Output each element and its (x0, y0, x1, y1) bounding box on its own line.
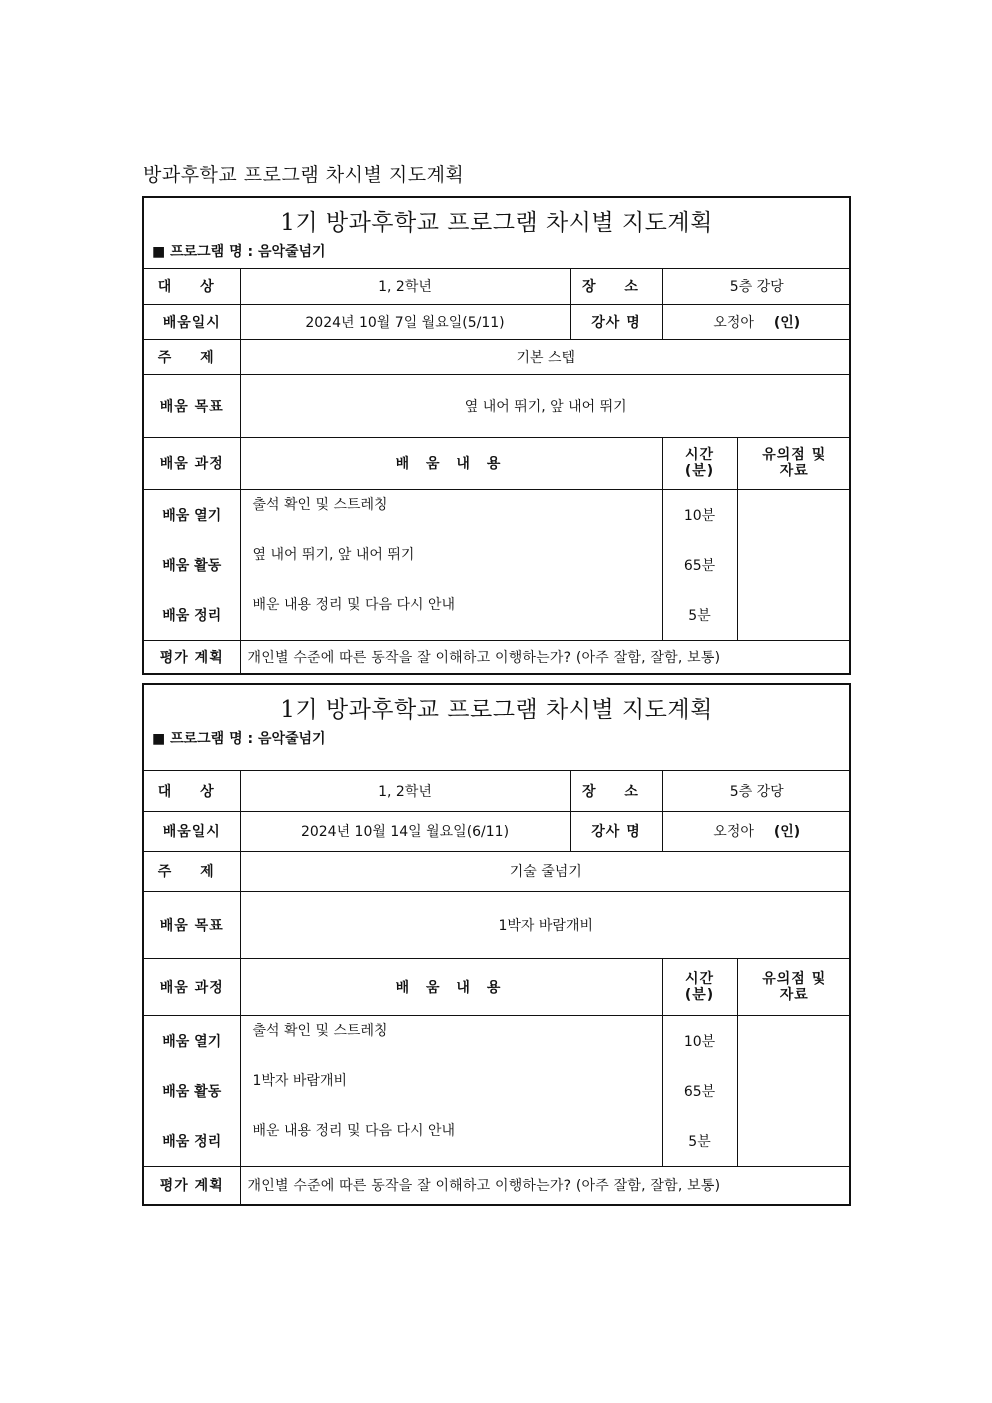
label-goal: 배움 목표 (144, 891, 240, 958)
label-place: 장 소 (570, 269, 662, 304)
row-process-steps (144, 1015, 851, 1166)
row-goal (144, 891, 851, 958)
plan-table (144, 269, 851, 673)
row-topic (144, 851, 851, 891)
step-content: 1박자 바람개비 (252, 1072, 348, 1089)
label-topic: 주 제 (144, 851, 240, 891)
lesson-plan-1 (142, 196, 851, 675)
label-content: 배 움 내 용 (240, 958, 662, 1015)
value-target: 1, 2학년 (240, 269, 570, 304)
step-time: 5분 (688, 607, 711, 624)
row-eval (144, 1166, 851, 1204)
step-stage: 배움 활동 (162, 557, 222, 574)
row-goal (144, 374, 851, 437)
value-topic: 기본 스텝 (240, 339, 851, 374)
label-eval: 평가 계획 (144, 1166, 240, 1204)
label-time: 시간 (분) (662, 437, 737, 489)
row-process-header (144, 958, 851, 1015)
row-eval (144, 640, 851, 673)
seal-mark: (인) (773, 824, 801, 840)
label-place: 장 소 (570, 771, 662, 811)
label-process: 배움 과정 (144, 958, 240, 1015)
label-target: 대 상 (144, 771, 240, 811)
step-times (662, 489, 737, 640)
label-teacher: 강사 명 (570, 811, 662, 851)
step-contents (240, 489, 662, 640)
step-contents (240, 1015, 662, 1166)
row-date (144, 304, 851, 339)
step-stage: 배움 열기 (162, 1033, 222, 1050)
step-content: 출석 확인 및 스트레칭 (252, 496, 388, 513)
value-teacher: 오정아 (인) (662, 811, 851, 851)
row-target (144, 269, 851, 304)
step-stages (144, 489, 240, 640)
page-heading: 방과후학교 프로그램 차시별 지도계획 (143, 164, 465, 186)
step-notes (737, 1015, 851, 1166)
step-stages (144, 1015, 240, 1166)
program-name: ■ 프로그램 명 : 음악줄넘기 (152, 244, 326, 260)
label-process: 배움 과정 (144, 437, 240, 489)
step-stage: 배움 열기 (162, 507, 222, 524)
row-topic (144, 339, 851, 374)
label-content: 배 움 내 용 (240, 437, 662, 489)
value-goal: 1박자 바람개비 (240, 891, 851, 958)
step-content: 배운 내용 정리 및 다음 다시 안내 (252, 596, 456, 613)
label-notes: 유의점 및 자료 (737, 437, 851, 489)
label-teacher: 강사 명 (570, 304, 662, 339)
label-notes: 유의점 및 자료 (737, 958, 851, 1015)
plan-header (144, 198, 849, 269)
step-stage: 배움 정리 (162, 607, 222, 624)
label-eval: 평가 계획 (144, 640, 240, 673)
label-goal: 배움 목표 (144, 374, 240, 437)
step-content: 배운 내용 정리 및 다음 다시 안내 (252, 1122, 456, 1139)
lesson-plan-2 (142, 683, 851, 1206)
step-time: 5분 (688, 1133, 711, 1150)
value-place: 5층 강당 (662, 269, 851, 304)
step-notes (737, 489, 851, 640)
row-process-header (144, 437, 851, 489)
value-place: 5층 강당 (662, 771, 851, 811)
program-name: ■ 프로그램 명 : 음악줄넘기 (152, 731, 326, 747)
plan-header (144, 685, 849, 771)
step-stage: 배움 활동 (162, 1083, 222, 1100)
label-date: 배움일시 (144, 304, 240, 339)
plan-title: 1기 방과후학교 프로그램 차시별 지도계획 (280, 210, 713, 236)
label-time: 시간 (분) (662, 958, 737, 1015)
row-target (144, 771, 851, 811)
label-topic: 주 제 (144, 339, 240, 374)
value-teacher: 오정아 (인) (662, 304, 851, 339)
step-time: 10분 (683, 1033, 716, 1050)
row-date (144, 811, 851, 851)
value-date: 2024년 10월 7일 월요일(5/11) (240, 304, 570, 339)
step-content: 옆 내어 뛰기, 앞 내어 뛰기 (252, 546, 415, 563)
step-time: 65분 (683, 557, 716, 574)
plan-table (144, 771, 851, 1204)
step-stage: 배움 정리 (162, 1133, 222, 1150)
step-times (662, 1015, 737, 1166)
value-eval: 개인별 수준에 따른 동작을 잘 이해하고 이행하는가? (아주 잘함, 잘함, 보통) (240, 1166, 851, 1204)
value-topic: 기술 줄넘기 (240, 851, 851, 891)
value-date: 2024년 10월 14일 월요일(6/11) (240, 811, 570, 851)
step-time: 10분 (683, 507, 716, 524)
seal-mark: (인) (773, 314, 801, 331)
label-date: 배움일시 (144, 811, 240, 851)
plan-title: 1기 방과후학교 프로그램 차시별 지도계획 (280, 697, 713, 723)
step-time: 65분 (683, 1083, 716, 1100)
value-target: 1, 2학년 (240, 771, 570, 811)
label-target: 대 상 (144, 269, 240, 304)
row-process-steps (144, 489, 851, 640)
value-eval: 개인별 수준에 따른 동작을 잘 이해하고 이행하는가? (아주 잘함, 잘함, 보통) (240, 640, 851, 673)
value-goal: 옆 내어 뛰기, 앞 내어 뛰기 (240, 374, 851, 437)
step-content: 출석 확인 및 스트레칭 (252, 1022, 388, 1039)
